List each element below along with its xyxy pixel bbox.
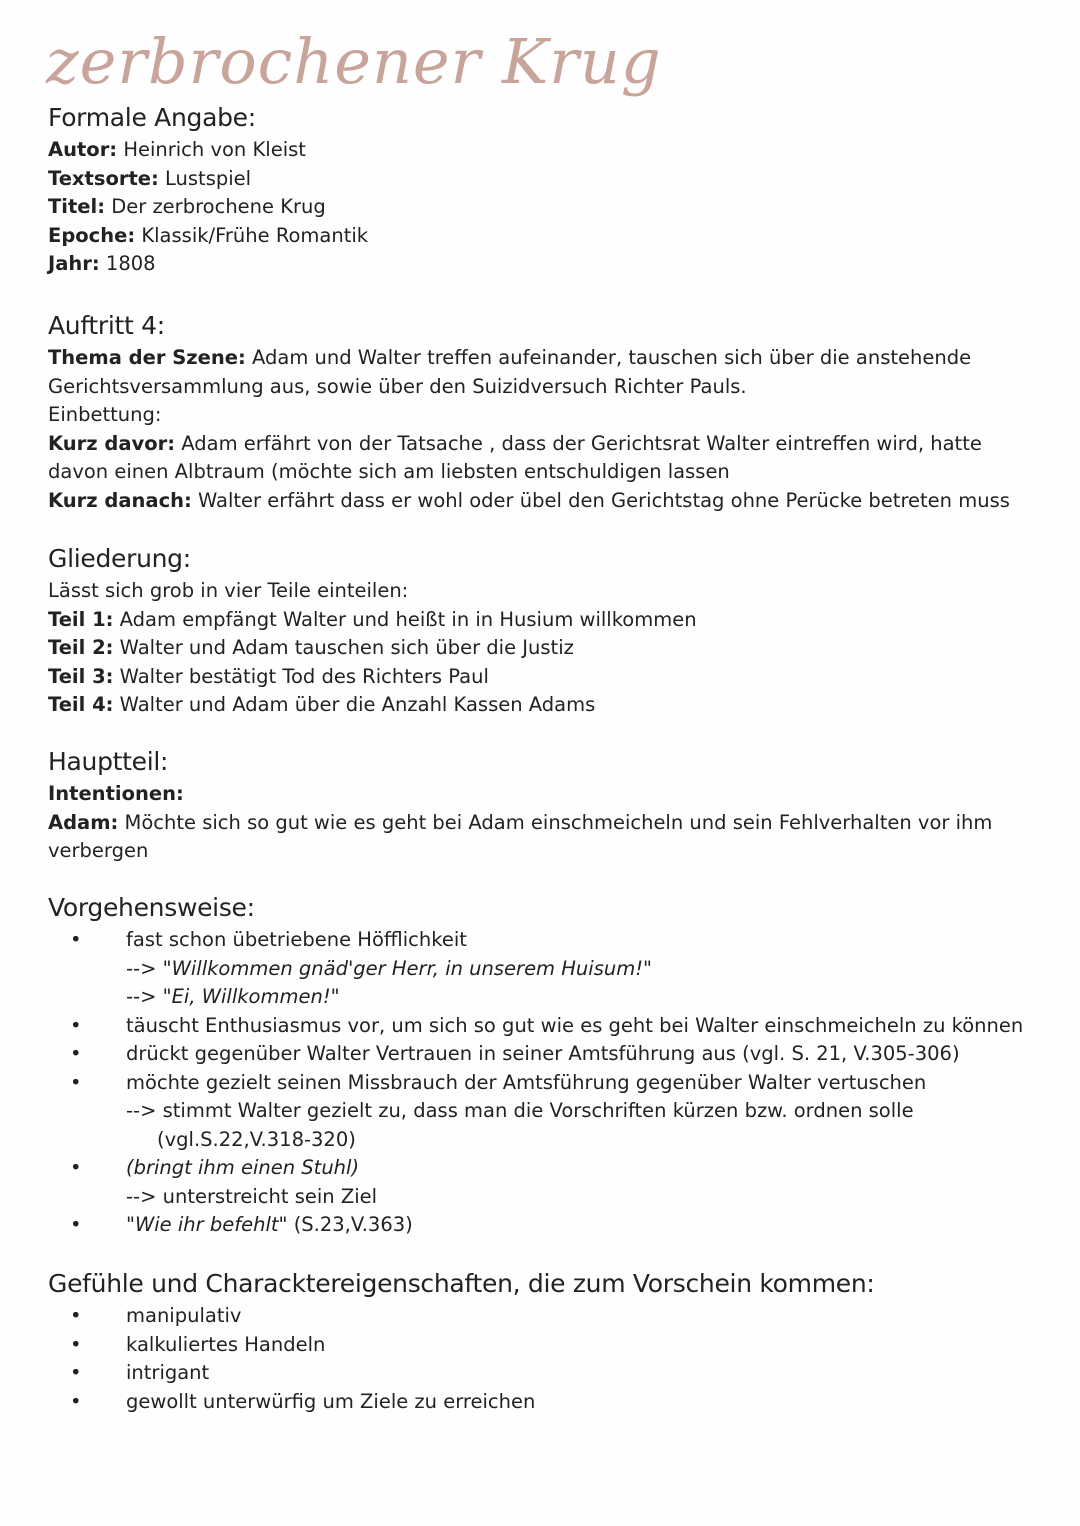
list-item — [48, 1359, 1058, 1388]
bullet-icon: • — [70, 1304, 82, 1327]
hauptteil-section — [48, 744, 1058, 866]
formal-label: Titel: — [48, 195, 106, 218]
list-item-text: möchte gezielt seinen Missbrauch der Amtsführung gegenüber Walter vertuschen — [126, 1070, 927, 1094]
teil-row — [48, 606, 1058, 635]
auftritt-section — [48, 308, 1058, 515]
formal-value: 1808 — [105, 252, 156, 275]
bullet-icon: • — [70, 1332, 82, 1356]
list-item — [48, 1211, 1058, 1240]
gefuehle-list — [48, 1302, 1058, 1416]
list-item-text: (bringt ihm einen Stuhl) — [126, 1156, 360, 1179]
list-item — [48, 1331, 1058, 1360]
formal-label: Autor: — [48, 138, 118, 161]
teil-label: Teil 4: — [48, 693, 114, 716]
auftritt-heading: Auftritt 4: — [48, 311, 165, 340]
formal-label: Textsorte: — [48, 166, 159, 190]
adam-line — [48, 809, 1058, 838]
gliederung-heading: Gliederung: — [48, 544, 191, 573]
thema-text: Adam und Walter treffen aufeinander, tauschen sich über die anstehende — [252, 346, 972, 369]
list-item-text: intrigant — [126, 1361, 210, 1384]
list-item — [48, 1388, 1058, 1417]
davor-line-2: davon einen Albtraum (möchte sich am liebsten entschuldigen lassen — [48, 460, 730, 483]
formal-heading: Formale Angabe: — [48, 103, 256, 132]
list-item-text: manipulativ — [126, 1304, 242, 1327]
vorgehen-list — [48, 1154, 1058, 1183]
reference-text: (S.23,V.363) — [293, 1213, 413, 1236]
gliederung-intro: Lässt sich grob in vier Teile einteilen: — [48, 579, 409, 602]
formal-row — [48, 136, 1058, 165]
reference-line: (vgl.S.22,V.318-320) — [157, 1127, 356, 1151]
teil-text: Walter und Adam über die Anzahl Kassen Adams — [119, 693, 596, 716]
list-item — [48, 1069, 1058, 1098]
davor-label: Kurz davor: — [48, 431, 176, 455]
davor-text: Adam erfährt von der Tatsache , dass der Gerichtsrat Walter eintreffen wird, hatte — [181, 431, 982, 455]
adam-line-2: verbergen — [48, 839, 149, 862]
formal-row — [48, 193, 1058, 222]
gefuehle-section — [48, 1266, 1058, 1416]
formal-label: Epoche: — [48, 223, 136, 247]
formal-value: Klassik/Frühe Romantik — [141, 223, 369, 247]
danach-label: Kurz danach: — [48, 488, 192, 512]
bullet-icon: • — [70, 1042, 82, 1065]
quote-line: --> "Willkommen gnäd'ger Herr, in unserem Huisum!" — [126, 956, 652, 980]
formal-row — [48, 165, 1058, 194]
danach-line — [48, 487, 1058, 516]
adam-text: Möchte sich so gut wie es geht bei Adam einschmeicheln und sein Fehlverhalten vor ihm — [124, 810, 993, 834]
formal-row — [48, 250, 1058, 279]
list-item-text: fast schon übetriebene Höfflichkeit — [126, 928, 467, 951]
teil-text: Adam empfängt Walter und heißt in in Husium willkommen — [119, 607, 697, 631]
arrow-line: --> unterstreicht sein Ziel — [126, 1184, 378, 1208]
bullet-icon: • — [70, 1156, 82, 1179]
list-item — [48, 1154, 1058, 1183]
formal-value: Lustspiel — [165, 166, 252, 190]
einbettung-label: Einbettung: — [48, 403, 162, 426]
teil-text: Walter bestätigt Tod des Richters Paul — [119, 664, 489, 688]
arrow-line: --> stimmt Walter gezielt zu, dass man die Vorschriften kürzen bzw. ordnen solle — [126, 1099, 914, 1122]
formal-value: Heinrich von Kleist — [123, 138, 306, 161]
thema-label: Thema der Szene: — [48, 346, 246, 369]
davor-line — [48, 430, 1058, 459]
formal-section — [48, 100, 1058, 279]
quote-text: "Wie ihr befehlt" — [126, 1213, 288, 1236]
vorgehen-list — [48, 1211, 1058, 1240]
quote-line: --> "Ei, Willkommen!" — [126, 985, 340, 1008]
bullet-icon: • — [70, 1361, 82, 1384]
handwritten-title: zerbrochener Krug — [46, 25, 662, 98]
formal-row — [48, 222, 1058, 251]
teil-row — [48, 634, 1058, 663]
teil-row — [48, 691, 1058, 720]
hauptteil-heading: Hauptteil: — [48, 747, 169, 776]
list-item — [48, 1040, 1058, 1069]
danach-text: Walter erfährt dass er wohl oder übel den Gerichtstag ohne Perücke betreten muss — [198, 488, 1010, 512]
formal-label: Jahr: — [48, 252, 100, 275]
vorgehen-list — [48, 1012, 1058, 1098]
list-item — [48, 1302, 1058, 1331]
bullet-icon: • — [70, 1213, 82, 1236]
gliederung-section — [48, 541, 1058, 720]
vorgehen-heading: Vorgehensweise: — [48, 893, 255, 922]
bullet-icon: • — [70, 1070, 82, 1094]
formal-value: Der zerbrochene Krug — [111, 195, 326, 218]
list-item — [48, 1012, 1058, 1041]
teil-text: Walter und Adam tauschen sich über die Justiz — [119, 636, 574, 659]
list-item-text: gewollt unterwürfig um Ziele zu erreichen — [126, 1389, 536, 1413]
vorgehen-section — [48, 890, 1058, 1240]
list-item-text: kalkuliertes Handeln — [126, 1332, 326, 1356]
list-item — [48, 926, 1058, 955]
intentionen-label: Intentionen: — [48, 782, 184, 805]
thema-line — [48, 344, 1058, 373]
bullet-icon: • — [70, 928, 82, 951]
teil-label: Teil 3: — [48, 664, 114, 688]
thema-line-2: Gerichtsversammlung aus, sowie über den Suizidversuch Richter Pauls. — [48, 374, 747, 398]
adam-label: Adam: — [48, 810, 119, 834]
vorgehen-list — [48, 926, 1058, 955]
teil-label: Teil 2: — [48, 636, 114, 659]
bullet-icon: • — [70, 1389, 82, 1413]
gefuehle-heading: Gefühle und Characktereigenschaften, die zum Vorschein kommen: — [48, 1269, 875, 1298]
list-item-text: täuscht Enthusiasmus vor, um sich so gut wie es geht bei Walter einschmeicheln zu können — [126, 1013, 1024, 1037]
list-item-text: drückt gegenüber Walter Vertrauen in seiner Amtsführung aus (vgl. S. 21, V.305-306) — [126, 1042, 960, 1065]
bullet-icon: • — [70, 1013, 82, 1037]
teil-label: Teil 1: — [48, 607, 114, 631]
teil-row — [48, 663, 1058, 692]
